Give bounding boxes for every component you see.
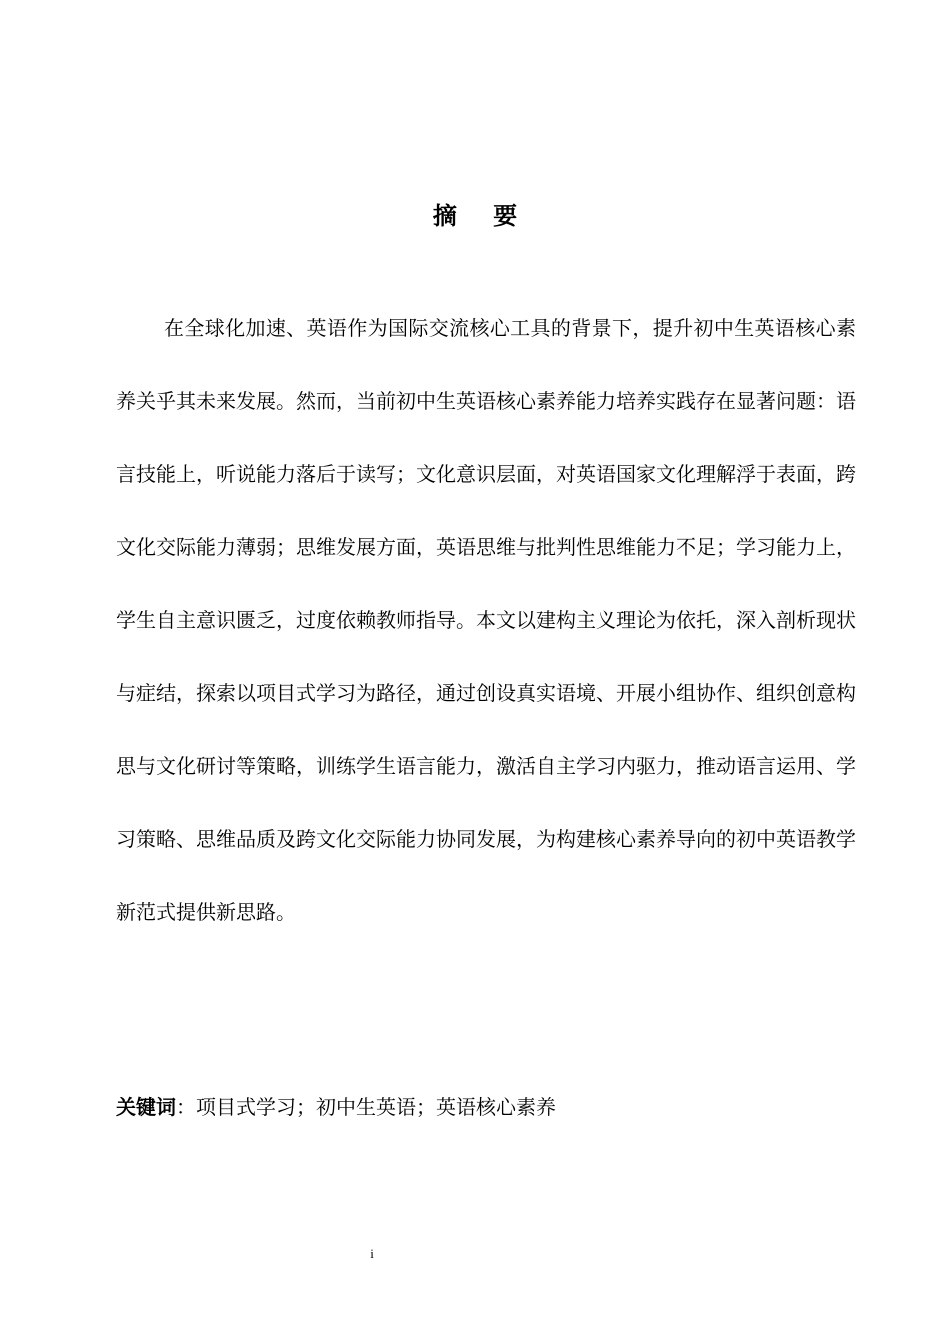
page-number: i — [370, 1246, 374, 1261]
abstract-paragraph: 在全球化加速、英语作为国际交流核心工具的背景下，提升初中生英语核心素养关乎其未来发展。然而，当前初中生英语核心素养能力培养实践存在显著问题：语言技能上，听说能力落后于读写；文化意识层面，对英语国家文化理解浮于表面，跨文化交际能力薄弱；思维发展方面，英语思维与批判性思维能力不足；学习能力上，学生自主意识匮乏，过度依赖教师指导。本文以建构主义理论为依托，深入剖析现状与症结，探索以项目式学习为路径，通过创设真实语境、开展小组协作、组织创意构思与文化研讨等策略，训练学生语言能力，激活自主学习内驱力，推动语言运用、学习策略、思维品质及跨文化交际能力协同发展，为构建核心素养导向的初中英语教学新范式提供新思路。 — [116, 316, 856, 924]
keywords-label: 关键词 — [116, 1095, 176, 1119]
keywords-text: 项目式学习；初中生英语；英语核心素养 — [196, 1095, 556, 1119]
keywords-separator: ： — [176, 1095, 196, 1119]
page-title: 摘 要 — [432, 202, 532, 230]
keywords-line — [116, 1092, 856, 1122]
